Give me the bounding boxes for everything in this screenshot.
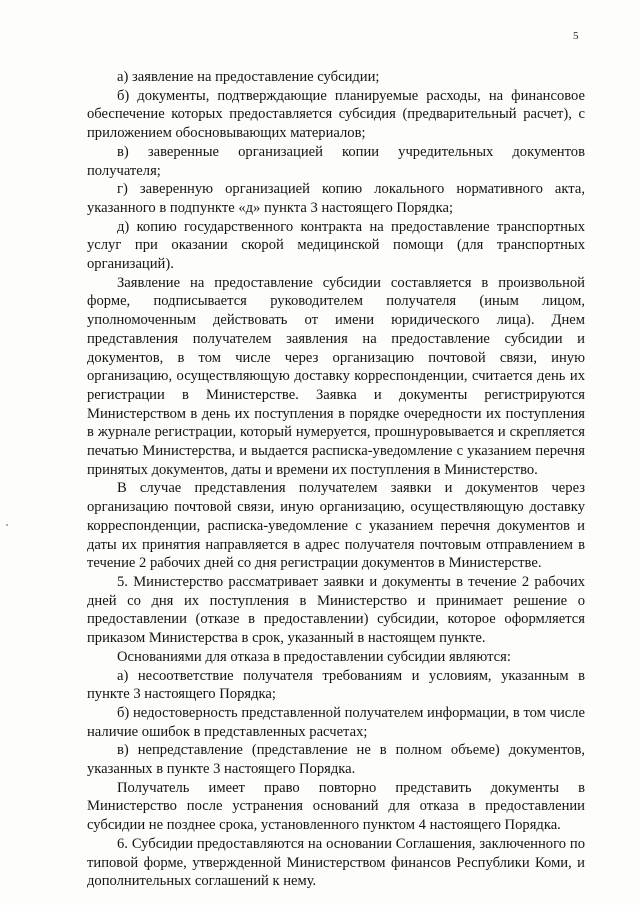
list-item-d-state-contract: д) копию государственного контракта на предоставление транспортных услуг при оказании скорой медицинской помощи (для транспортных организаций). — [87, 218, 585, 273]
list-item-g-local-act: г) заверенную организацией копию локального нормативного акта, указанного в подпункте «д» пункта 3 настоящего Порядка; — [87, 181, 585, 216]
refusal-ground-b: б) недостоверность представленной получателем информации, в том числе наличие ошибок в представленных расчетах; — [87, 704, 585, 740]
paragraph-application-registration: Заявление на предоставление субсидии составляется в произвольной форме, подписывается руководителем получателя (иным лицом, уполномоченным действовать от имени юридического лица). Днем представления получателем заявления на предоставление субсидии и документов, в том числе через организацию почтовой связи, иную организацию, осуществляющую доставку корреспонденции, считается день их регистрации в Министерстве. Заявка и документы регистрируются Министерством в день их поступления в порядке очередности их поступления в журнале регистрации, который нумеруется, прошнуровывается и скрепляется печатью Министерства, и выдается расписка-уведомление с указанием перечня принятых документов, даты и времени их поступления в Министерство. — [87, 274, 585, 478]
document-body — [87, 68, 585, 891]
page-number: 5 — [573, 30, 579, 42]
paragraph-resubmission: Получатель имеет право повторно представить документы в Министерство после устранения оснований для отказа в предоставлении субсидии не позднее срока, установленного пунктом 4 настоящего Порядка. — [87, 779, 585, 834]
paragraph-refusal-grounds: Основаниями для отказа в предоставлении субсидии являются: — [117, 648, 511, 665]
list-item-a-application: а) заявление на предоставление субсидии; — [117, 69, 380, 85]
paragraph-postal-submission: В случае представления получателем заявки и документов через организацию почтовой связи, иную организацию, осуществляющую доставку корреспонденции, расписка-уведомление с указанием перечня документов и даты их принятия направляется в адрес получателя почтовым отправлением в течение 2 рабочих дней со дня регистрации документов в Министерстве. — [87, 480, 585, 572]
refusal-ground-v: в) непредставление (представление не в полном объеме) документов, указанных в пункте 3 настоящего Порядка. — [87, 742, 585, 778]
paragraph-item-5-review: 5. Министерство рассматривает заявки и документы в течение 2 рабочих дней со дня их поступления в Министерство и принимает решение о предоставлении (отказе в предоставлении) субсидии, которое оформляется приказом Министерства в срок, указанный в настоящем пункте. — [87, 573, 585, 647]
list-item-v-founding-documents: в) заверенные организацией копии учредительных документов получателя; — [87, 143, 585, 179]
scan-speck — [6, 524, 8, 526]
paragraph-item-6-agreement: 6. Субсидии предоставляются на основании Соглашения, заключенного по типовой форме, утвержденной Министерством финансов Республики Коми, и дополнительных соглашений к нему. — [87, 835, 585, 890]
refusal-ground-a: а) несоответствие получателя требованиям и условиям, указанным в пункте 3 настоящего Порядка; — [87, 667, 585, 703]
list-item-b-expense-documents: б) документы, подтверждающие планируемые расходы, на финансовое обеспечение которых предоставляется субсидия (предварительный расчет), с приложением обосновывающих материалов; — [87, 87, 585, 142]
